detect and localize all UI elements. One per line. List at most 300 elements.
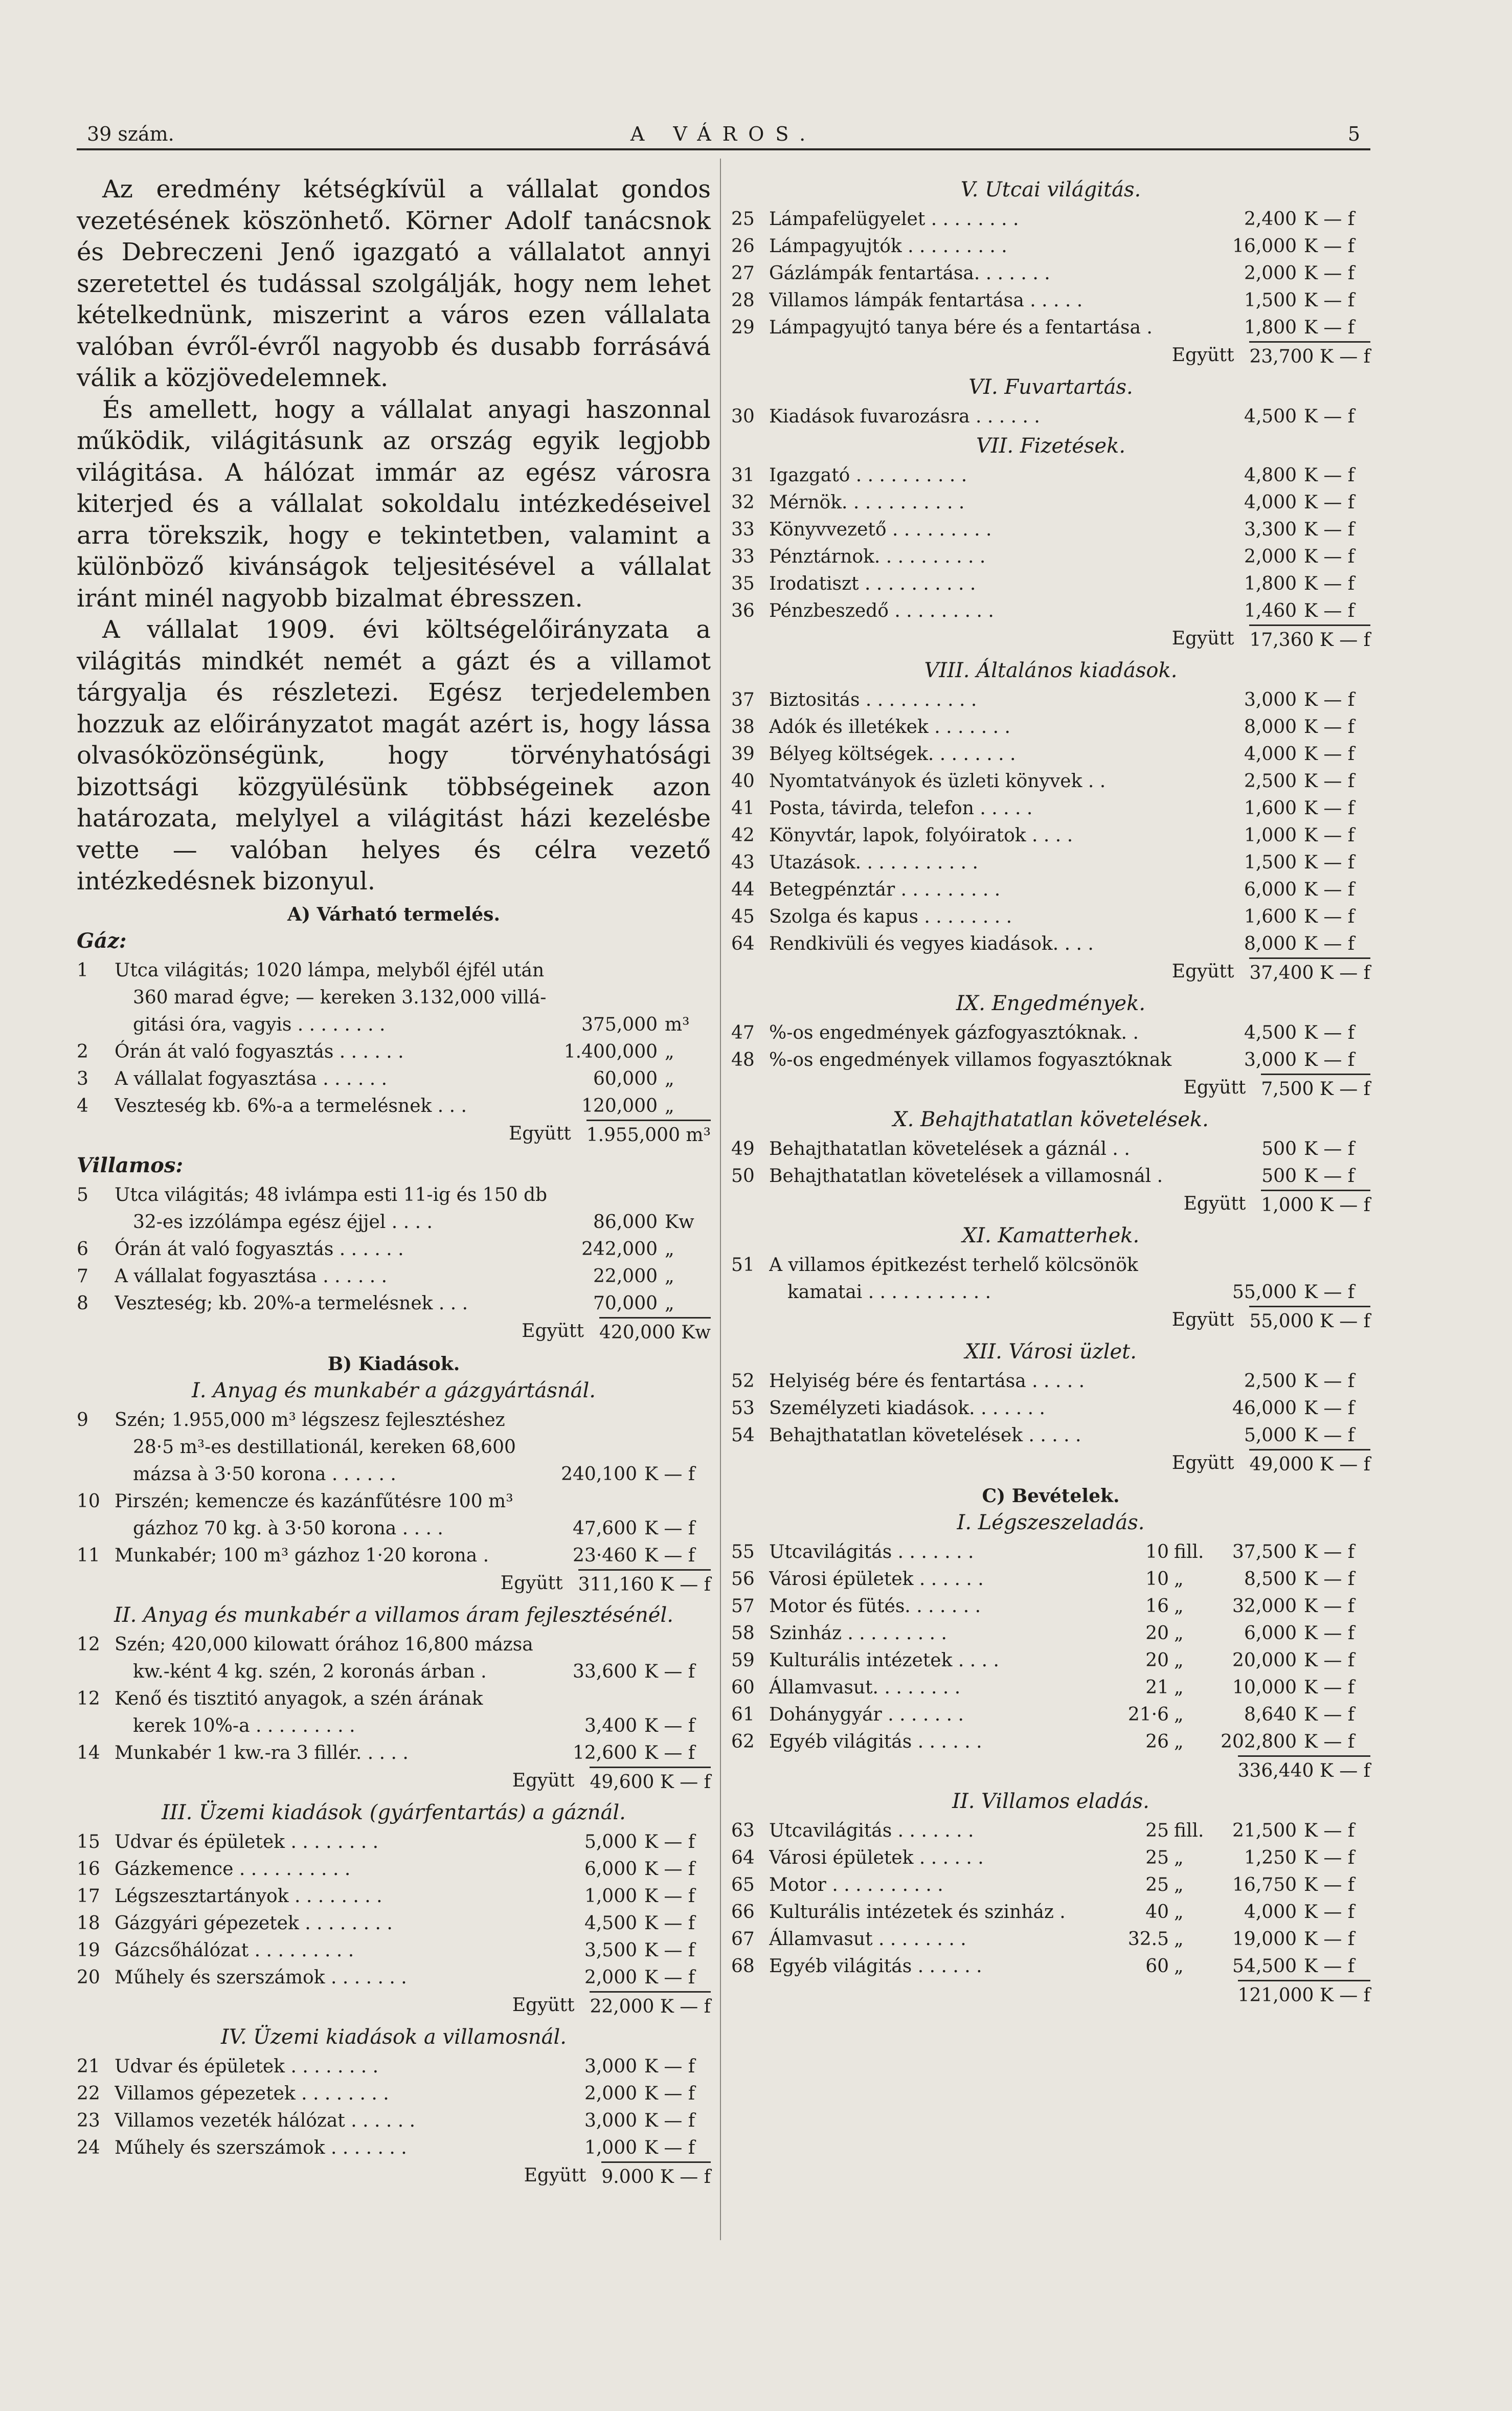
page-number: 5 bbox=[1347, 123, 1360, 145]
row-number: 3 bbox=[77, 1068, 88, 1089]
row-text: Gázkemence . . . . . . . . . . bbox=[115, 1858, 351, 1880]
row-text: Villamos lámpák fentartása . . . . . bbox=[769, 290, 1083, 311]
row-unit: K — f bbox=[1304, 573, 1355, 594]
row-amount: 20,000 bbox=[1232, 1650, 1297, 1671]
row-text: Udvar és épületek . . . . . . . . bbox=[115, 2056, 379, 2077]
table-row bbox=[77, 957, 711, 984]
row-amount: 3,000 bbox=[584, 2056, 637, 2077]
row-rate-unit: fill. bbox=[1174, 1542, 1204, 1562]
table-row bbox=[731, 543, 1370, 570]
row-number: 21 bbox=[77, 2056, 100, 2077]
table-row bbox=[77, 1236, 711, 1263]
row-text: Posta, távirda, telefon . . . . . bbox=[769, 798, 1033, 819]
row-rate-unit: „ bbox=[1174, 1847, 1184, 1868]
row-rate: 25 bbox=[1145, 1820, 1169, 1841]
row-number: 43 bbox=[731, 852, 755, 873]
transport-rows bbox=[731, 403, 1370, 430]
table-row bbox=[731, 1701, 1370, 1728]
row-number: 15 bbox=[77, 1831, 100, 1852]
salary-rows bbox=[731, 462, 1370, 624]
subsection-label: Villamos: bbox=[77, 1153, 184, 1177]
row-unit: K — f bbox=[1304, 519, 1355, 540]
row-number: 20 bbox=[77, 1967, 100, 1988]
row-text: Utcavilágitás . . . . . . . bbox=[769, 1542, 974, 1562]
section-title: B) Kiadások. bbox=[327, 1353, 460, 1375]
row-amount: 2,000 bbox=[584, 1967, 637, 1988]
row-text: Szolga és kapus . . . . . . . . bbox=[769, 906, 1012, 927]
row-text: Bélyeg költségek. . . . . . . . bbox=[769, 744, 1016, 765]
table-row bbox=[77, 1263, 711, 1290]
row-unit: „ bbox=[665, 1265, 674, 1287]
row-amount: 375,000 bbox=[581, 1014, 658, 1035]
row-text: Veszteség; kb. 20%-a termelésnek . . . bbox=[115, 1292, 468, 1314]
row-text: Légszesztartányok . . . . . . . . bbox=[115, 1885, 382, 1907]
table-row bbox=[77, 1685, 711, 1712]
row-unit: K — f bbox=[644, 1967, 695, 1988]
total-label: Együtt bbox=[1183, 1193, 1246, 1214]
row-number: 31 bbox=[731, 465, 755, 486]
row-text: Utazások. . . . . . . . . . . bbox=[769, 852, 978, 873]
row-text: Munkabér; 100 m³ gázhoz 1·20 korona . bbox=[115, 1545, 489, 1566]
row-amount: 16,000 bbox=[1232, 236, 1297, 257]
row-text: Kulturális intézetek és szinház . bbox=[769, 1902, 1066, 1923]
section-title: A) Várható termelés. bbox=[287, 903, 500, 925]
row-number: 61 bbox=[731, 1704, 755, 1725]
row-unit: K — f bbox=[1304, 1398, 1355, 1419]
row-rate: 40 bbox=[1145, 1902, 1169, 1923]
row-amount: 4,800 bbox=[1244, 465, 1297, 486]
row-number: 37 bbox=[731, 689, 755, 710]
table-row bbox=[731, 1899, 1370, 1926]
table-row bbox=[731, 1538, 1370, 1566]
row-amount: 4,500 bbox=[1244, 1022, 1297, 1043]
row-number: 1 bbox=[77, 959, 88, 981]
row-number: 19 bbox=[77, 1939, 100, 1961]
table-row bbox=[731, 206, 1370, 233]
table-row bbox=[731, 1647, 1370, 1674]
row-number: 45 bbox=[731, 906, 755, 927]
row-number: 16 bbox=[77, 1858, 100, 1880]
row-text: Lámpagyujtó tanya bére és a fentartása . bbox=[769, 317, 1153, 338]
row-number: 25 bbox=[731, 209, 755, 230]
row-unit: Kw bbox=[665, 1211, 694, 1233]
row-amount: 19,000 bbox=[1232, 1929, 1297, 1950]
row-text: mázsa à 3·50 korona . . . . . . bbox=[133, 1463, 396, 1485]
row-text: %-os engedmények gázfogyasztóknak. . bbox=[769, 1022, 1139, 1043]
row-amount: 3,000 bbox=[584, 2110, 637, 2131]
row-unit: K — f bbox=[1304, 1542, 1355, 1562]
row-unit: K — f bbox=[1304, 1022, 1355, 1043]
row-amount: 3,300 bbox=[1244, 519, 1297, 540]
row-amount: 2,500 bbox=[1244, 1371, 1297, 1392]
row-amount: 4,000 bbox=[1244, 492, 1297, 513]
row-text: kamatai . . . . . . . . . . . bbox=[787, 1282, 991, 1303]
row-rate: 16 bbox=[1145, 1596, 1169, 1617]
table-row bbox=[77, 1739, 711, 1767]
table-row bbox=[731, 287, 1370, 314]
row-text: Behajthatatlan követelések a villamosnál . bbox=[769, 1166, 1163, 1187]
table-row bbox=[77, 1181, 711, 1209]
subsection-title: IV. Üzemi kiadások a villamosnál. bbox=[221, 2025, 567, 2049]
row-number: 44 bbox=[731, 879, 755, 900]
row-unit: K — f bbox=[1304, 825, 1355, 846]
table-row bbox=[731, 516, 1370, 543]
street-light-rows bbox=[731, 206, 1370, 341]
row-amount: 6,000 bbox=[1244, 1623, 1297, 1644]
row-number: 2 bbox=[77, 1041, 88, 1062]
row-number: 33 bbox=[731, 546, 755, 567]
row-number: 24 bbox=[77, 2137, 100, 2158]
table-row bbox=[731, 260, 1370, 287]
table-row bbox=[731, 1817, 1370, 1844]
table-row bbox=[731, 1135, 1370, 1163]
total-value: 49,000 K — f bbox=[1249, 1449, 1370, 1479]
row-amount: 1,460 bbox=[1244, 600, 1297, 621]
row-amount: 16,750 bbox=[1232, 1874, 1297, 1895]
row-amount: 500 bbox=[1261, 1138, 1297, 1159]
row-amount: 1,600 bbox=[1244, 906, 1297, 927]
row-unit: K — f bbox=[1304, 600, 1355, 621]
table-row bbox=[731, 1674, 1370, 1701]
journal-title: A VÁROS. bbox=[630, 123, 817, 145]
row-unit: K — f bbox=[1304, 689, 1355, 710]
total-row bbox=[731, 1980, 1370, 2010]
row-rate-unit: „ bbox=[1174, 1956, 1184, 1977]
row-text: Szén; 1.955,000 m³ légszesz fejlesztéshez bbox=[115, 1409, 505, 1431]
total-label: Együtt bbox=[1171, 628, 1234, 649]
row-text: Városi épületek . . . . . . bbox=[769, 1847, 984, 1868]
table-row bbox=[77, 2107, 711, 2134]
row-text: Biztositás . . . . . . . . . . bbox=[769, 689, 977, 710]
row-number: 63 bbox=[731, 1820, 755, 1841]
row-text: Betegpénztár . . . . . . . . . bbox=[769, 879, 1001, 900]
total-row bbox=[77, 1120, 711, 1150]
table-row bbox=[731, 768, 1370, 795]
row-unit: K — f bbox=[644, 2056, 695, 2077]
subsection-title: I. Légszeszeladás. bbox=[957, 1511, 1145, 1534]
table-row bbox=[731, 1953, 1370, 1980]
row-number: 35 bbox=[731, 573, 755, 594]
row-amount: 54,500 bbox=[1232, 1956, 1297, 1977]
row-unit: K — f bbox=[1304, 1677, 1355, 1698]
row-unit: K — f bbox=[1304, 1650, 1355, 1671]
row-unit: K — f bbox=[644, 1939, 695, 1961]
row-rate: 21 bbox=[1145, 1677, 1169, 1698]
row-amount: 46,000 bbox=[1232, 1398, 1297, 1419]
table-row bbox=[731, 314, 1370, 341]
row-rate-unit: „ bbox=[1174, 1650, 1184, 1671]
row-unit: m³ bbox=[665, 1014, 690, 1035]
row-number: 39 bbox=[731, 744, 755, 765]
row-amount: 8,000 bbox=[1244, 717, 1297, 738]
row-continuation bbox=[77, 1515, 711, 1542]
row-unit: K — f bbox=[1304, 209, 1355, 230]
subsection-title: VIII. Általános kiadások. bbox=[924, 659, 1178, 682]
row-amount: 10,000 bbox=[1232, 1677, 1297, 1698]
total-row bbox=[731, 957, 1370, 988]
row-unit: K — f bbox=[1304, 879, 1355, 900]
row-text: Lámpagyujtók . . . . . . . . . bbox=[769, 236, 1007, 257]
table-row bbox=[731, 795, 1370, 822]
row-text: Veszteség kb. 6%-a a termelésnek . . . bbox=[115, 1095, 467, 1117]
row-unit: K — f bbox=[644, 1742, 695, 1763]
row-text: Személyzeti kiadások. . . . . . . bbox=[769, 1398, 1045, 1419]
row-text: Államvasut. . . . . . . . bbox=[769, 1677, 961, 1698]
total-value: 22,000 K — f bbox=[590, 1991, 711, 2021]
row-amount: 8,500 bbox=[1244, 1569, 1297, 1590]
total-row bbox=[731, 624, 1370, 655]
table-row bbox=[77, 1631, 711, 1658]
discount-rows bbox=[731, 1019, 1370, 1074]
subsection-title: I. Anyag és munkabér a gázgyártásnál. bbox=[191, 1378, 596, 1402]
electric-ops-rows bbox=[77, 2053, 711, 2161]
row-number: 18 bbox=[77, 1912, 100, 1934]
row-unit: K — f bbox=[1304, 1596, 1355, 1617]
row-amount: 4,000 bbox=[1244, 1902, 1297, 1923]
row-text: 32-es izzólámpa egész éjjel . . . . bbox=[133, 1211, 433, 1233]
row-text: Órán át való fogyasztás . . . . . . bbox=[115, 1238, 404, 1260]
row-amount: 1,000 bbox=[584, 2137, 637, 2158]
table-row bbox=[731, 686, 1370, 713]
table-row bbox=[77, 1828, 711, 1856]
row-amount: 1,250 bbox=[1244, 1847, 1297, 1868]
gas-rows bbox=[77, 1038, 711, 1120]
row-unit: K — f bbox=[1304, 1138, 1355, 1159]
table-row bbox=[77, 1937, 711, 1964]
row-number: 51 bbox=[731, 1255, 755, 1276]
row-amount: 1,500 bbox=[1244, 852, 1297, 873]
row-unit: K — f bbox=[644, 1831, 695, 1852]
column-divider bbox=[720, 159, 721, 2240]
table-row bbox=[731, 403, 1370, 430]
row-amount: 33,600 bbox=[573, 1661, 637, 1682]
row-amount: 1,600 bbox=[1244, 798, 1297, 819]
row-number: 47 bbox=[731, 1022, 755, 1043]
row-rate: 20 bbox=[1145, 1650, 1169, 1671]
row-continuation bbox=[77, 1209, 711, 1236]
row-text: Egyéb világitás . . . . . . bbox=[769, 1731, 982, 1752]
total-label: Együtt bbox=[1171, 1453, 1234, 1474]
row-unit: K — f bbox=[1304, 1282, 1355, 1303]
row-number: 12 bbox=[77, 1688, 100, 1709]
row-text: A vállalat fogyasztása . . . . . . bbox=[115, 1068, 388, 1089]
row-text: Gázcsőhálózat . . . . . . . . . bbox=[115, 1939, 354, 1961]
row-unit: „ bbox=[665, 1292, 674, 1314]
row-amount: 3,000 bbox=[1244, 689, 1297, 710]
row-text: Egyéb világitás . . . . . . bbox=[769, 1956, 982, 1977]
row-number: 36 bbox=[731, 600, 755, 621]
row-unit: „ bbox=[665, 1095, 674, 1117]
row-rate-unit: „ bbox=[1174, 1731, 1184, 1752]
total-value: 37,400 K — f bbox=[1249, 957, 1370, 988]
total-value: 17,360 K — f bbox=[1249, 624, 1370, 655]
row-rate-unit: fill. bbox=[1174, 1820, 1204, 1841]
row-amount: 2,000 bbox=[584, 2083, 637, 2104]
total-value: 336,440 K — f bbox=[1238, 1755, 1370, 1785]
row-number: 54 bbox=[731, 1425, 755, 1446]
row-continuation bbox=[77, 984, 711, 1011]
row-amount: 12,600 bbox=[573, 1742, 637, 1763]
total-value: 7,500 K — f bbox=[1261, 1074, 1370, 1104]
row-text: Rendkivüli és vegyes kiadások. . . . bbox=[769, 933, 1094, 954]
row-amount: 3,000 bbox=[1244, 1050, 1297, 1070]
row-continuation bbox=[77, 1658, 711, 1685]
row-number: 66 bbox=[731, 1902, 755, 1923]
row-number: 30 bbox=[731, 406, 755, 427]
row-text: Motor . . . . . . . . . . bbox=[769, 1874, 943, 1895]
table-row bbox=[731, 930, 1370, 957]
row-rate-unit: „ bbox=[1174, 1874, 1184, 1895]
row-amount: 2,000 bbox=[1244, 263, 1297, 284]
row-number: 9 bbox=[77, 1409, 88, 1431]
row-text: Szinház . . . . . . . . . bbox=[769, 1623, 947, 1644]
row-rate-unit: „ bbox=[1174, 1704, 1184, 1725]
row-text: %-os engedmények villamos fogyasztóknak bbox=[769, 1050, 1172, 1070]
row-unit: K — f bbox=[1304, 546, 1355, 567]
table-row bbox=[77, 1883, 711, 1910]
total-row bbox=[731, 341, 1370, 371]
row-text: Adók és illetékek . . . . . . . bbox=[769, 717, 1010, 738]
row-text: Pirszén; kemencze és kazánfűtésre 100 m³ bbox=[115, 1490, 513, 1512]
total-label: Együtt bbox=[508, 1123, 571, 1144]
table-row bbox=[77, 1092, 711, 1120]
row-amount: 5,000 bbox=[1244, 1425, 1297, 1446]
row-amount: 242,000 bbox=[581, 1238, 658, 1260]
total-row bbox=[731, 1755, 1370, 1785]
row-amount: 55,000 bbox=[1232, 1282, 1297, 1303]
row-text: Szén; 420,000 kilowatt órához 16,800 mázsa bbox=[115, 1634, 533, 1655]
row-amount: 1.400,000 bbox=[563, 1041, 658, 1062]
row-rate-unit: „ bbox=[1174, 1929, 1184, 1950]
total-value: 121,000 K — f bbox=[1238, 1980, 1370, 2010]
row-unit: K — f bbox=[644, 1545, 695, 1566]
subsection-title: II. Villamos eladás. bbox=[952, 1790, 1149, 1813]
row-text: Villamos vezeték hálózat . . . . . . bbox=[115, 2110, 416, 2131]
row-text: Pénzbeszedő . . . . . . . . . bbox=[769, 600, 994, 621]
table-row bbox=[731, 876, 1370, 903]
row-text: 28·5 m³-es destillationál, kereken 68,600 bbox=[133, 1436, 516, 1458]
table-row bbox=[731, 1593, 1370, 1620]
row-text: Behajthatatlan követelések a gáznál . . bbox=[769, 1138, 1130, 1159]
row-amount: 23·460 bbox=[573, 1545, 637, 1566]
row-number: 26 bbox=[731, 236, 755, 257]
row-number: 50 bbox=[731, 1166, 755, 1187]
table-row bbox=[731, 741, 1370, 768]
row-unit: K — f bbox=[1304, 1704, 1355, 1725]
table-row bbox=[731, 1566, 1370, 1593]
row-rate-unit: „ bbox=[1174, 1569, 1184, 1590]
row-amount: 4,000 bbox=[1244, 744, 1297, 765]
row-unit: K — f bbox=[1304, 717, 1355, 738]
row-rate: 21·6 bbox=[1127, 1704, 1169, 1725]
row-rate: 32.5 bbox=[1127, 1929, 1169, 1950]
total-label: Együtt bbox=[512, 1770, 575, 1791]
row-amount: 2,400 bbox=[1244, 209, 1297, 230]
total-value: 1,000 K — f bbox=[1261, 1190, 1370, 1220]
row-unit: K — f bbox=[644, 1463, 695, 1485]
row-amount: 8,640 bbox=[1244, 1704, 1297, 1725]
row-amount: 4,500 bbox=[584, 1912, 637, 1934]
right-column bbox=[731, 174, 1370, 2010]
general-rows bbox=[731, 686, 1370, 957]
left-column bbox=[77, 174, 711, 2192]
city-shop-rows bbox=[731, 1368, 1370, 1449]
row-text: Mérnök. . . . . . . . . . . bbox=[769, 492, 965, 513]
subsection-title: III. Üzemi kiadások (gyárfentartás) a gáznál. bbox=[162, 1800, 626, 1824]
total-value: 1.955,000 m³ bbox=[586, 1120, 711, 1150]
row-unit: K — f bbox=[1304, 798, 1355, 819]
table-row bbox=[77, 1964, 711, 1991]
row-amount: 1,000 bbox=[1244, 825, 1297, 846]
row-unit: K — f bbox=[1304, 1929, 1355, 1950]
row-number: 56 bbox=[731, 1569, 755, 1590]
row-text: Könyvtár, lapok, folyóiratok . . . . bbox=[769, 825, 1073, 846]
total-value: 311,160 K — f bbox=[578, 1569, 711, 1599]
section-title: C) Bevételek. bbox=[982, 1485, 1120, 1507]
row-amount: 8,000 bbox=[1244, 933, 1297, 954]
row-text: A vállalat fogyasztása . . . . . . bbox=[115, 1265, 388, 1287]
row-continuation bbox=[77, 1712, 711, 1739]
row-rate-unit: „ bbox=[1174, 1623, 1184, 1644]
row-text: Helyiség bére és fentartása . . . . . bbox=[769, 1371, 1085, 1392]
row-amount: 202,800 bbox=[1221, 1731, 1297, 1752]
row-continuation bbox=[77, 1461, 711, 1488]
table-row bbox=[77, 1065, 711, 1092]
table-row bbox=[77, 1290, 711, 1317]
issue-number: 39 szám. bbox=[87, 123, 174, 145]
row-number: 12 bbox=[77, 1634, 100, 1655]
table-row bbox=[731, 570, 1370, 597]
total-row bbox=[731, 1074, 1370, 1104]
subsection-title: VII. Fizetések. bbox=[976, 434, 1126, 458]
villamos-rows bbox=[77, 1236, 711, 1317]
row-unit: K — f bbox=[1304, 906, 1355, 927]
row-number: 6 bbox=[77, 1238, 88, 1260]
row-text: Könyvvezető . . . . . . . . . bbox=[769, 519, 992, 540]
intro-paragraph: És amellett, hogy a vállalat anyagi haszonnal működik, világitásunk az ország egyik legjobb világitása. A hálózat immár az egész városra kiterjed és a vállalat sokoldalu intézkedéseivel arra törekszik, hogy e tekintetben, valamint a különböző kivánságok teljesitésével a vállalat iránt minél nagyobb bizalmat ébresszen. bbox=[77, 395, 711, 613]
table-row bbox=[77, 1038, 711, 1065]
table-row bbox=[731, 822, 1370, 849]
row-number: 49 bbox=[731, 1138, 755, 1159]
table-row bbox=[77, 1856, 711, 1883]
intro-paragraph: A vállalat 1909. évi költségelőirányzata a világitás mindkét nemét a gázt és a villamot tárgyalja és részletezi. Egész terjedelemben hozzuk az előirányzatot magát azért is, hogy lássa olvasóközönségünk, hogy törvényhatósági bizottsági közgyülésünk többségeinek azon határozata, melylyel a világitást házi kezelésbe vette — valóban helyes és célra vezető intézkedésnek bizonyul. bbox=[77, 615, 711, 896]
row-text: Utca világitás; 48 ivlámpa esti 11-ig és 150 db bbox=[115, 1184, 548, 1206]
row-text: Kulturális intézetek . . . . bbox=[769, 1650, 999, 1671]
row-rate-unit: „ bbox=[1174, 1902, 1184, 1923]
subsection-title: II. Anyag és munkabér a villamos áram fejlesztésénél. bbox=[114, 1603, 673, 1627]
row-unit: K — f bbox=[1304, 933, 1355, 954]
row-number: 5 bbox=[77, 1184, 88, 1206]
row-text: 360 marad égve; — kereken 3.132,000 villá- bbox=[133, 987, 547, 1008]
row-amount: 1,000 bbox=[584, 1885, 637, 1907]
table-row bbox=[731, 1422, 1370, 1449]
total-label: Együtt bbox=[500, 1572, 563, 1594]
row-text: Villamos gépezetek . . . . . . . . bbox=[115, 2083, 389, 2104]
row-number: 64 bbox=[731, 1847, 755, 1868]
row-unit: K — f bbox=[644, 1517, 695, 1539]
total-label: Együtt bbox=[1183, 1077, 1246, 1098]
row-number: 22 bbox=[77, 2083, 100, 2104]
row-text: Igazgató . . . . . . . . . . bbox=[769, 465, 967, 486]
row-rate: 25 bbox=[1145, 1847, 1169, 1868]
row-number: 7 bbox=[77, 1265, 88, 1287]
row-number: 53 bbox=[731, 1398, 755, 1419]
row-unit: K — f bbox=[1304, 1623, 1355, 1644]
row-text: Kenő és tisztitó anyagok, a szén árának bbox=[115, 1688, 483, 1709]
row-number: 14 bbox=[77, 1742, 100, 1763]
row-unit: K — f bbox=[1304, 1166, 1355, 1187]
row-text: Nyomtatványok és üzleti könyvek . . bbox=[769, 771, 1106, 792]
